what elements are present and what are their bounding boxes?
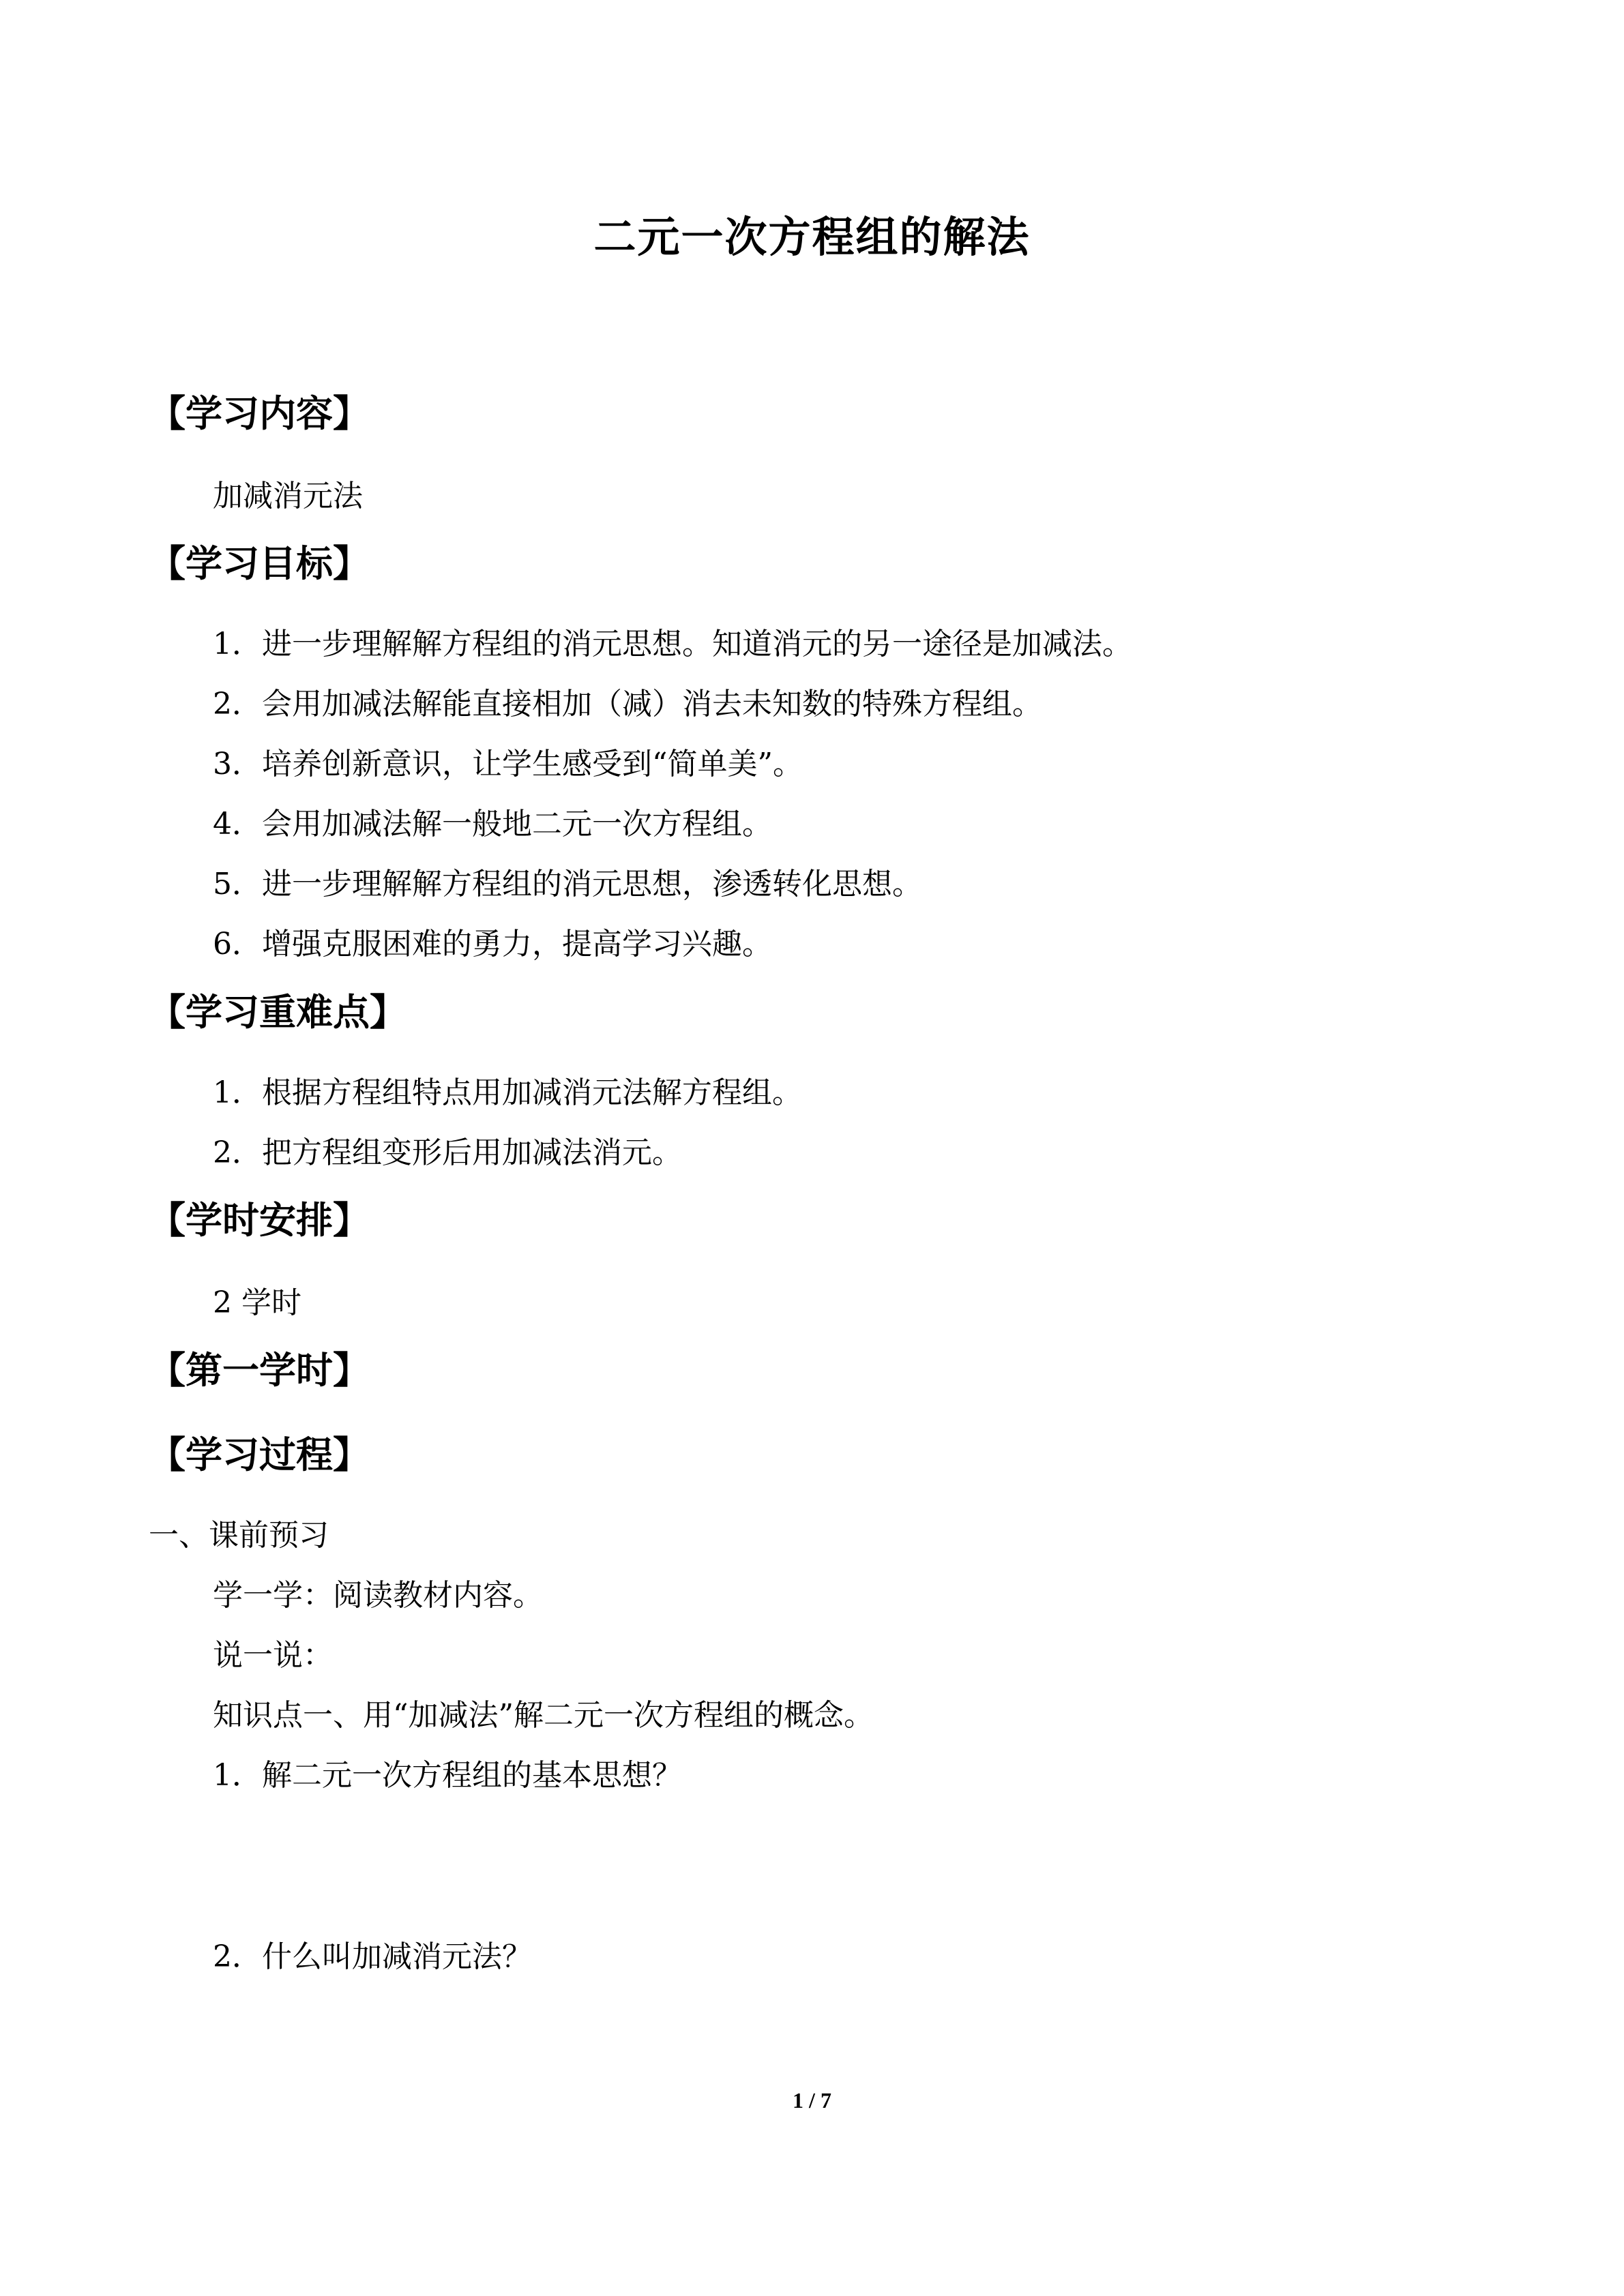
objective-item-6: 6．增强克服困难的勇力，提高学习兴趣。 (213, 927, 772, 961)
objective-item-3: 3．培养创新意识，让学生感受到“简单美”。 (213, 747, 803, 781)
process-knowledge: 知识点一、用“加减法”解二元一次方程组的概念。 (213, 1698, 874, 1733)
process-question-2: 2．什么叫加减消元法？ (213, 1939, 532, 1974)
section-heading-content: 【学习内容】 (149, 392, 370, 435)
objective-item-2: 2．会用加减法解能直接相加（减）消去未知数的特殊方程组。 (213, 687, 1042, 721)
section-heading-schedule: 【学时安排】 (149, 1199, 370, 1242)
document-title: 二元一次方程组的解法 (593, 212, 1031, 262)
section-heading-first-lesson: 【第一学时】 (149, 1349, 370, 1392)
section-heading-key-points: 【学习重难点】 (149, 991, 407, 1034)
objective-item-5: 5．进一步理解解方程组的消元思想，渗透转化思想。 (213, 867, 922, 901)
process-question-1: 1．解二元一次方程组的基本思想？ (213, 1758, 682, 1793)
page-number: 1 / 7 (793, 2088, 831, 2113)
process-say: 说一说： (213, 1638, 333, 1673)
process-learn: 学一学：阅读教材内容。 (213, 1578, 543, 1613)
objective-item-4: 4．会用加减法解一般地二元一次方程组。 (213, 807, 772, 841)
section-heading-objectives: 【学习目标】 (149, 542, 370, 585)
process-part-1: 一、课前预习 (149, 1518, 329, 1553)
key-point-item-1: 1．根据方程组特点用加减消元法解方程组。 (213, 1075, 802, 1110)
content-text: 加减消元法 (213, 479, 363, 513)
schedule-text: 2 学时 (213, 1285, 301, 1320)
section-heading-process: 【学习过程】 (149, 1433, 370, 1476)
key-point-item-2: 2．把方程组变形后用加减法消元。 (213, 1135, 682, 1170)
objective-item-1: 1．进一步理解解方程组的消元思想。知道消元的另一途径是加减法。 (213, 627, 1132, 661)
